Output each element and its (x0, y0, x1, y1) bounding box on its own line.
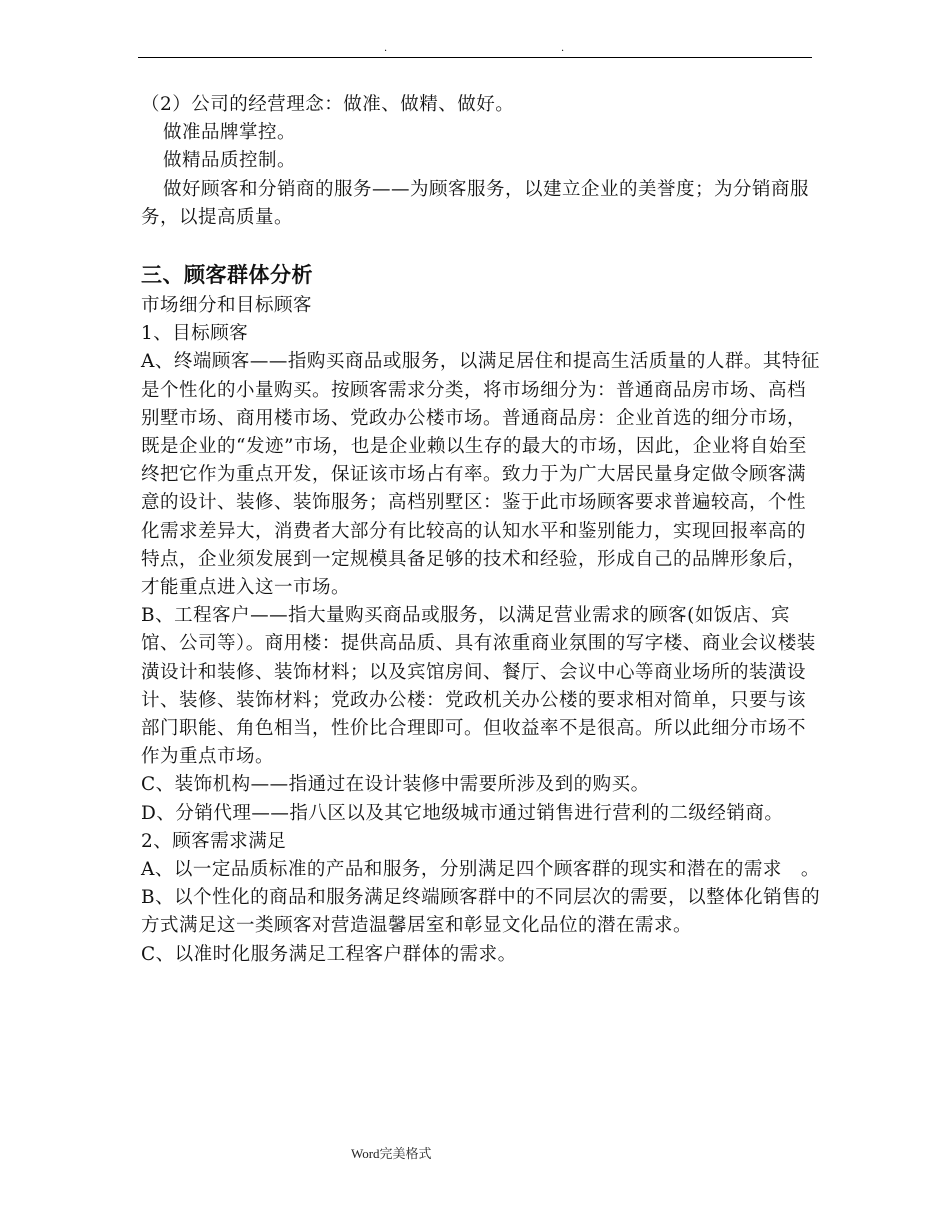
paragraph-decoration-agencies: C、装饰机构——指通过在设计装修中需要所涉及到的购买。 (141, 774, 650, 796)
paragraph-demand-c: C、以准时化服务满足工程客户群体的需求。 (141, 943, 517, 965)
paragraph-demand-b: B、以个性化的商品和服务满足终端顾客群中的不同层次的需要，以整体化销售的方式满足这一类顾客对营造温馨居室和彰显文化品位的潜在需求。 (141, 887, 821, 937)
section-heading: 三、顾客群体分析 (141, 263, 313, 288)
paragraph-target-customers: 1、目标顾客 (141, 323, 249, 345)
paragraph-service: 做好顾客和分销商的服务——为顾客服务，以建立企业的美誉度；为分销商服务，以提高质量。 (141, 178, 810, 228)
paragraph-brand-control: 做准品牌掌控。 (163, 122, 297, 144)
header-dot-left: . (384, 43, 388, 54)
paragraph-demand-satisfaction: 2、顾客需求满足 (141, 830, 287, 852)
document-body (141, 91, 821, 969)
footer-label: Word完美格式 (351, 1146, 432, 1161)
paragraph-project-customers: B、工程客户——指大量购买商品或服务，以满足营业需求的顾客(如饭店、宾馆、公司等）。商用楼：提供高品质、具有浓重商业氛围的写字楼、商业会议楼装潢设计和装修、装饰材料；以及宾馆房间、餐厅、会议中心等商业场所的装潢设计、装修、装饰材料；党政办公楼：党政机关办公楼的要求相对简单，只要与该部门职能、角色相当，性价比合理即可。但收益率不是很高。所以此细分市场不作为重点市场。 (141, 605, 816, 768)
paragraph-business-philosophy: （2）公司的经营理念：做准、做精、做好。 (141, 94, 515, 115)
paragraph-distributors: D、分销代理——指八区以及其它地级城市通过销售进行营利的二级经销商。 (141, 802, 784, 824)
paragraph-market-segmentation: 市场细分和目标顾客 (141, 295, 313, 317)
paragraph-demand-a: A、以一定品质标准的产品和服务，分别满足四个顾客群的现实和潜在的需求 。 (141, 859, 820, 881)
paragraph-terminal-customers: A、终端顾客——指购买商品或服务，以满足居住和提高生活质量的人群。其特征是个性化的小量购买。按顾客需求分类，将市场细分为：普通商品房市场、高档别墅市场、商用楼市场、党政办公楼市场。普通商品房：企业首选的细分市场，既是企业的“发迹”市场，也是企业赖以生存的最大的市场，因此，企业将自始至终把它作为重点开发，保证该市场占有率。致力于为广大居民量身定做令顾客满意的设计、装修、装饰服务；高档别墅区：鉴于此市场顾客要求普遍较高，个性化需求差异大，消费者大部分有比较高的认知水平和鉴别能力，实现回报率高的特点，企业须发展到一定规模具备足够的技术和经验，形成自己的品牌形象后，才能重点进入这一市场。 (141, 351, 820, 599)
header-rule (138, 57, 812, 58)
paragraph-quality-control: 做精品质控制。 (163, 150, 297, 172)
header-dot-right: . (561, 43, 565, 54)
